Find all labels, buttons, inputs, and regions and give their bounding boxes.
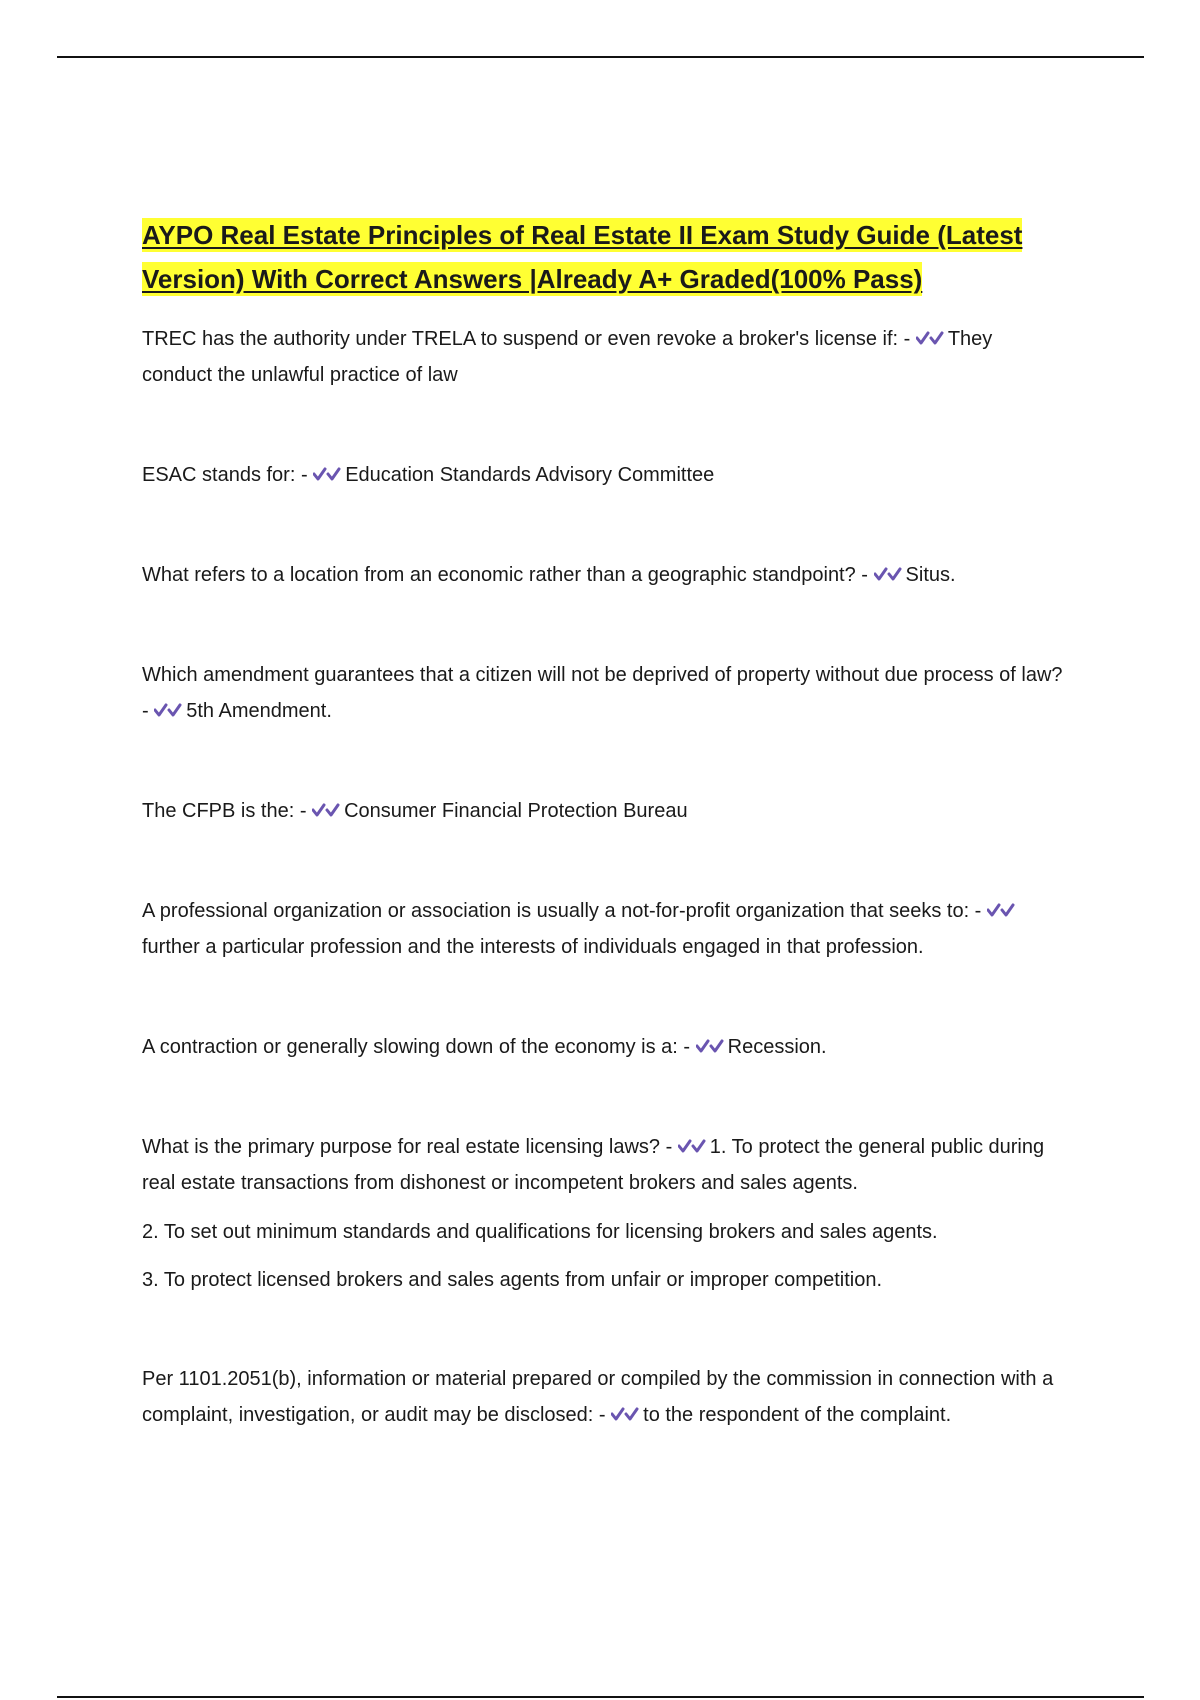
question-text: Per 1101.2051(b), information or material prepared or compiled by the commission in connection with a complaint, investigation, or audit may be disclosed: - bbox=[142, 1368, 1054, 1426]
title-highlight: AYPO Real Estate Principles of Real Estate II Exam Study Guide (Latest Version) With Correct Answers |Already A+ Graded(100% Pass) bbox=[142, 220, 1023, 294]
answer-text: to the respondent of the complaint. bbox=[643, 1404, 952, 1426]
qa-item bbox=[142, 457, 1067, 493]
question-text: A professional organization or association is usually a not-for-profit organization that seeks to: - bbox=[142, 900, 982, 922]
answer-text: They conduct the unlawful practice of law bbox=[142, 328, 993, 386]
answer-text: Situs. bbox=[905, 564, 956, 586]
answer-text: 5th Amendment. bbox=[186, 700, 332, 722]
double-checkmark-icon bbox=[987, 901, 1015, 919]
answer-continuation-line: 3. To protect licensed brokers and sales agents from unfair or improper competition. bbox=[142, 1269, 882, 1291]
double-checkmark-icon bbox=[312, 801, 340, 819]
qa-item bbox=[142, 321, 1067, 393]
qa-item bbox=[142, 657, 1067, 729]
answer-text: Consumer Financial Protection Bureau bbox=[344, 800, 688, 822]
qa-item bbox=[142, 893, 1067, 965]
answer-continuation-line: 2. To set out minimum standards and qualifications for licensing brokers and sales agents. bbox=[142, 1221, 938, 1243]
footer-rule bbox=[57, 1696, 1144, 1698]
qa-item bbox=[142, 793, 1067, 829]
question-text: What refers to a location from an economic rather than a geographic standpoint? - bbox=[142, 564, 868, 586]
qa-item bbox=[142, 1361, 1067, 1433]
double-checkmark-icon bbox=[154, 701, 182, 719]
qa-item bbox=[142, 1129, 1067, 1201]
question-text: ESAC stands for: - bbox=[142, 464, 308, 486]
qa-item-multiline bbox=[142, 1129, 1067, 1297]
answer-text: further a particular profession and the interests of individuals engaged in that profession. bbox=[142, 936, 924, 958]
double-checkmark-icon bbox=[611, 1405, 639, 1423]
double-checkmark-icon bbox=[696, 1037, 724, 1055]
double-checkmark-icon bbox=[678, 1137, 706, 1155]
question-text: Which amendment guarantees that a citizen will not be deprived of property without due process of law? - bbox=[142, 664, 1063, 722]
double-checkmark-icon bbox=[874, 565, 902, 583]
double-checkmark-icon bbox=[313, 465, 341, 483]
question-text: TREC has the authority under TRELA to suspend or even revoke a broker's license if: - bbox=[142, 328, 911, 350]
double-checkmark-icon bbox=[916, 329, 944, 347]
qa-item bbox=[142, 1029, 1067, 1065]
document-title bbox=[142, 213, 1067, 301]
document-body bbox=[142, 213, 1067, 1433]
answer-text: Education Standards Advisory Committee bbox=[345, 464, 715, 486]
qa-item bbox=[142, 557, 1067, 593]
question-text: A contraction or generally slowing down of the economy is a: - bbox=[142, 1036, 691, 1058]
header-rule bbox=[57, 56, 1144, 58]
question-text: The CFPB is the: - bbox=[142, 800, 307, 822]
answer-text: Recession. bbox=[727, 1036, 827, 1058]
question-text: What is the primary purpose for real estate licensing laws? - bbox=[142, 1136, 673, 1158]
answer-text: 1. To protect the general public during real estate transactions from dishonest or incompetent brokers and sales agents. bbox=[142, 1136, 1045, 1194]
